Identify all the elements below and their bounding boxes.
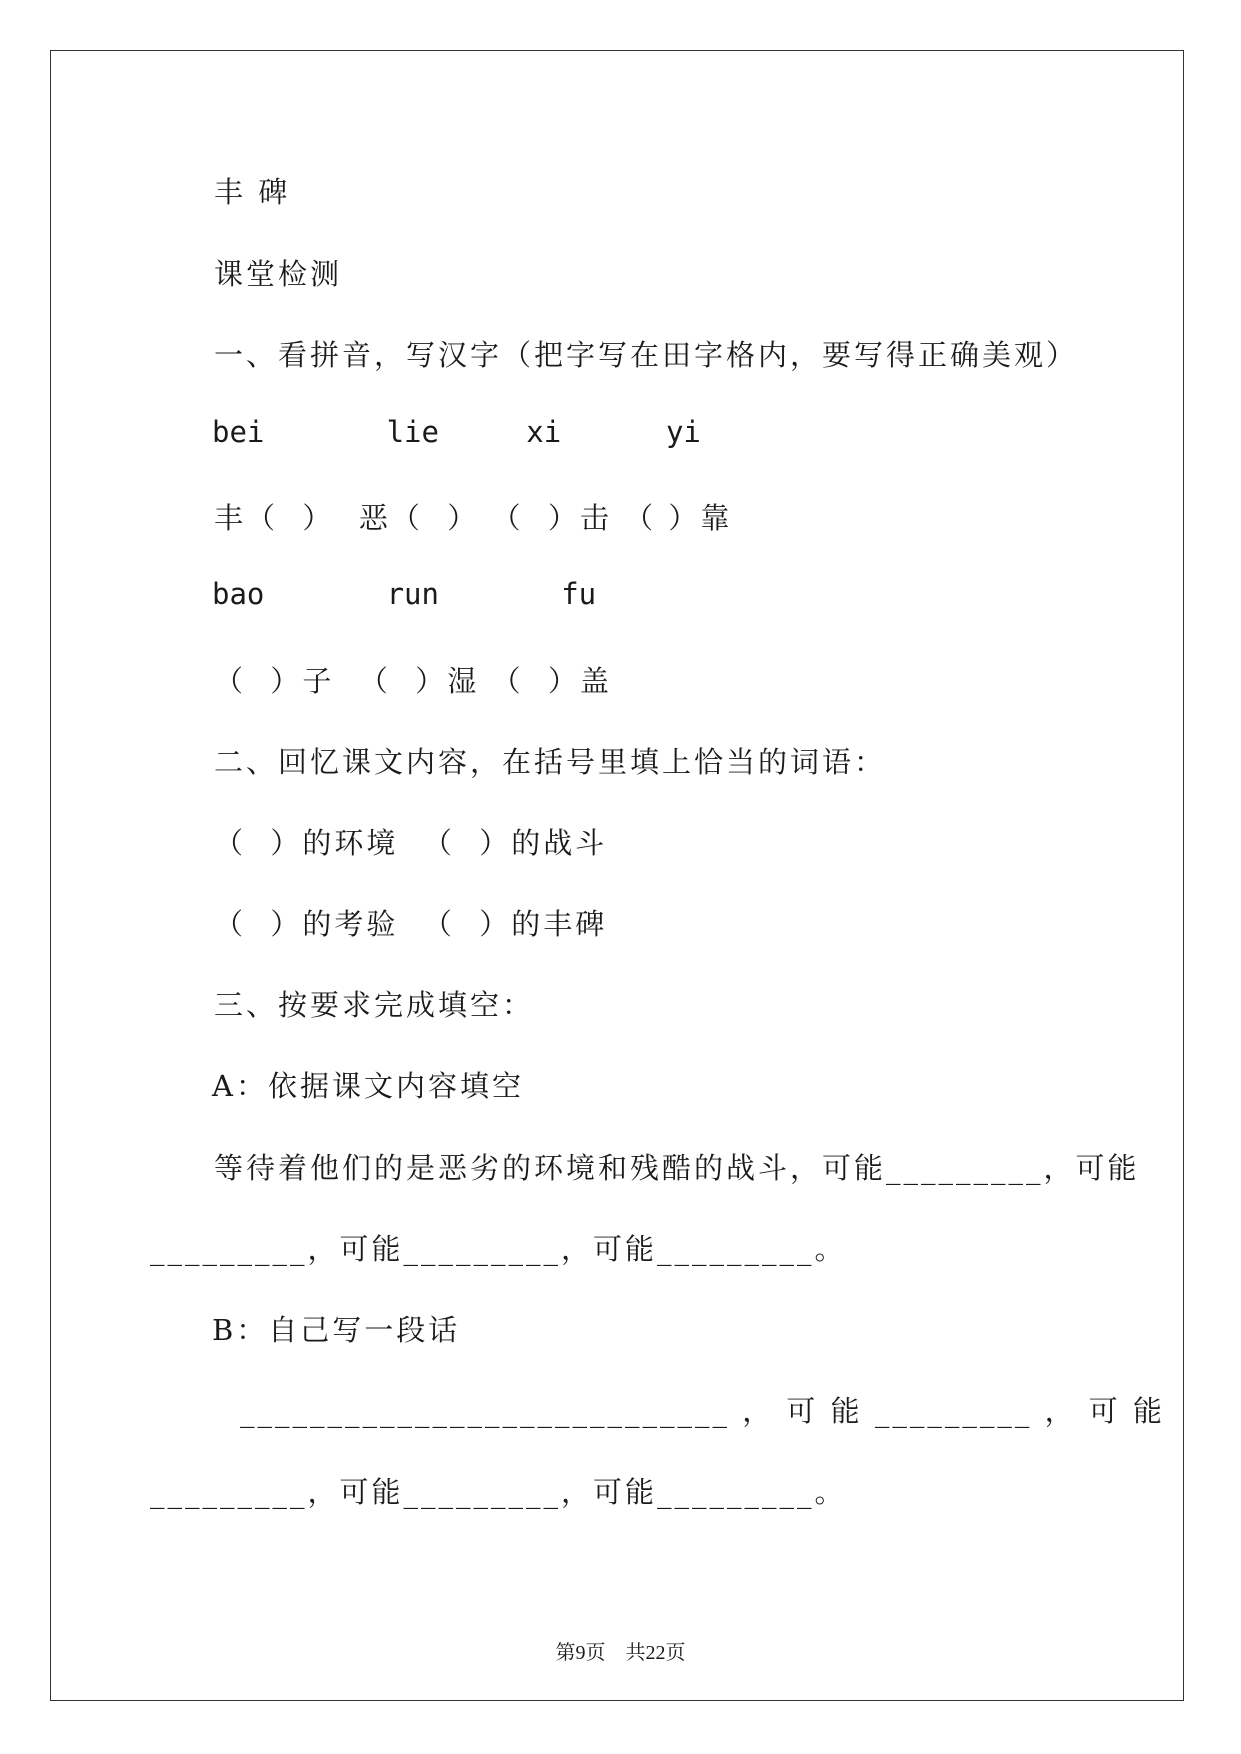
pinyin-row-1: bei lie xi yi (212, 415, 701, 449)
fill-row-2: （ ）的考验 （ ）的丰碑 (214, 907, 608, 941)
part-b-text-1: ____________________________ ， 可 能 _________ ， 可 能 (240, 1394, 1166, 1428)
page-number: 第9页 共22页 (555, 1642, 686, 1664)
blank-row-1: 丰（ ） 恶（ ） （ ）击 （ ）靠 (214, 501, 733, 535)
part-a-text-1: 等待着他们的是恶劣的环境和残酷的战斗，可能_________，可能 (214, 1151, 1140, 1185)
part-a-heading: A：依据课文内容填空 (212, 1069, 524, 1103)
question-1: 一、看拼音，写汉字（把字写在田字格内，要写得正确美观） (214, 338, 1079, 372)
fill-row-1: （ ）的环境 （ ）的战斗 (214, 826, 608, 860)
part-b-heading: B：自己写一段话 (212, 1313, 461, 1347)
blank-row-2: （ ）子 （ ）湿 （ ）盖 (214, 664, 612, 698)
question-2: 二、回忆课文内容，在括号里填上恰当的词语： (214, 745, 887, 779)
part-b-text-2: _________，可能_________，可能_________。 (150, 1475, 847, 1509)
part-a-text-2: _________，可能_________，可能_________。 (150, 1232, 847, 1266)
section-heading: 课堂检测 (214, 257, 343, 291)
page-border (50, 50, 1184, 1701)
title-line: 丰 碑 (214, 175, 291, 209)
pinyin-row-2: bao run fu (212, 577, 597, 611)
question-3: 三、按要求完成填空： (214, 988, 535, 1022)
